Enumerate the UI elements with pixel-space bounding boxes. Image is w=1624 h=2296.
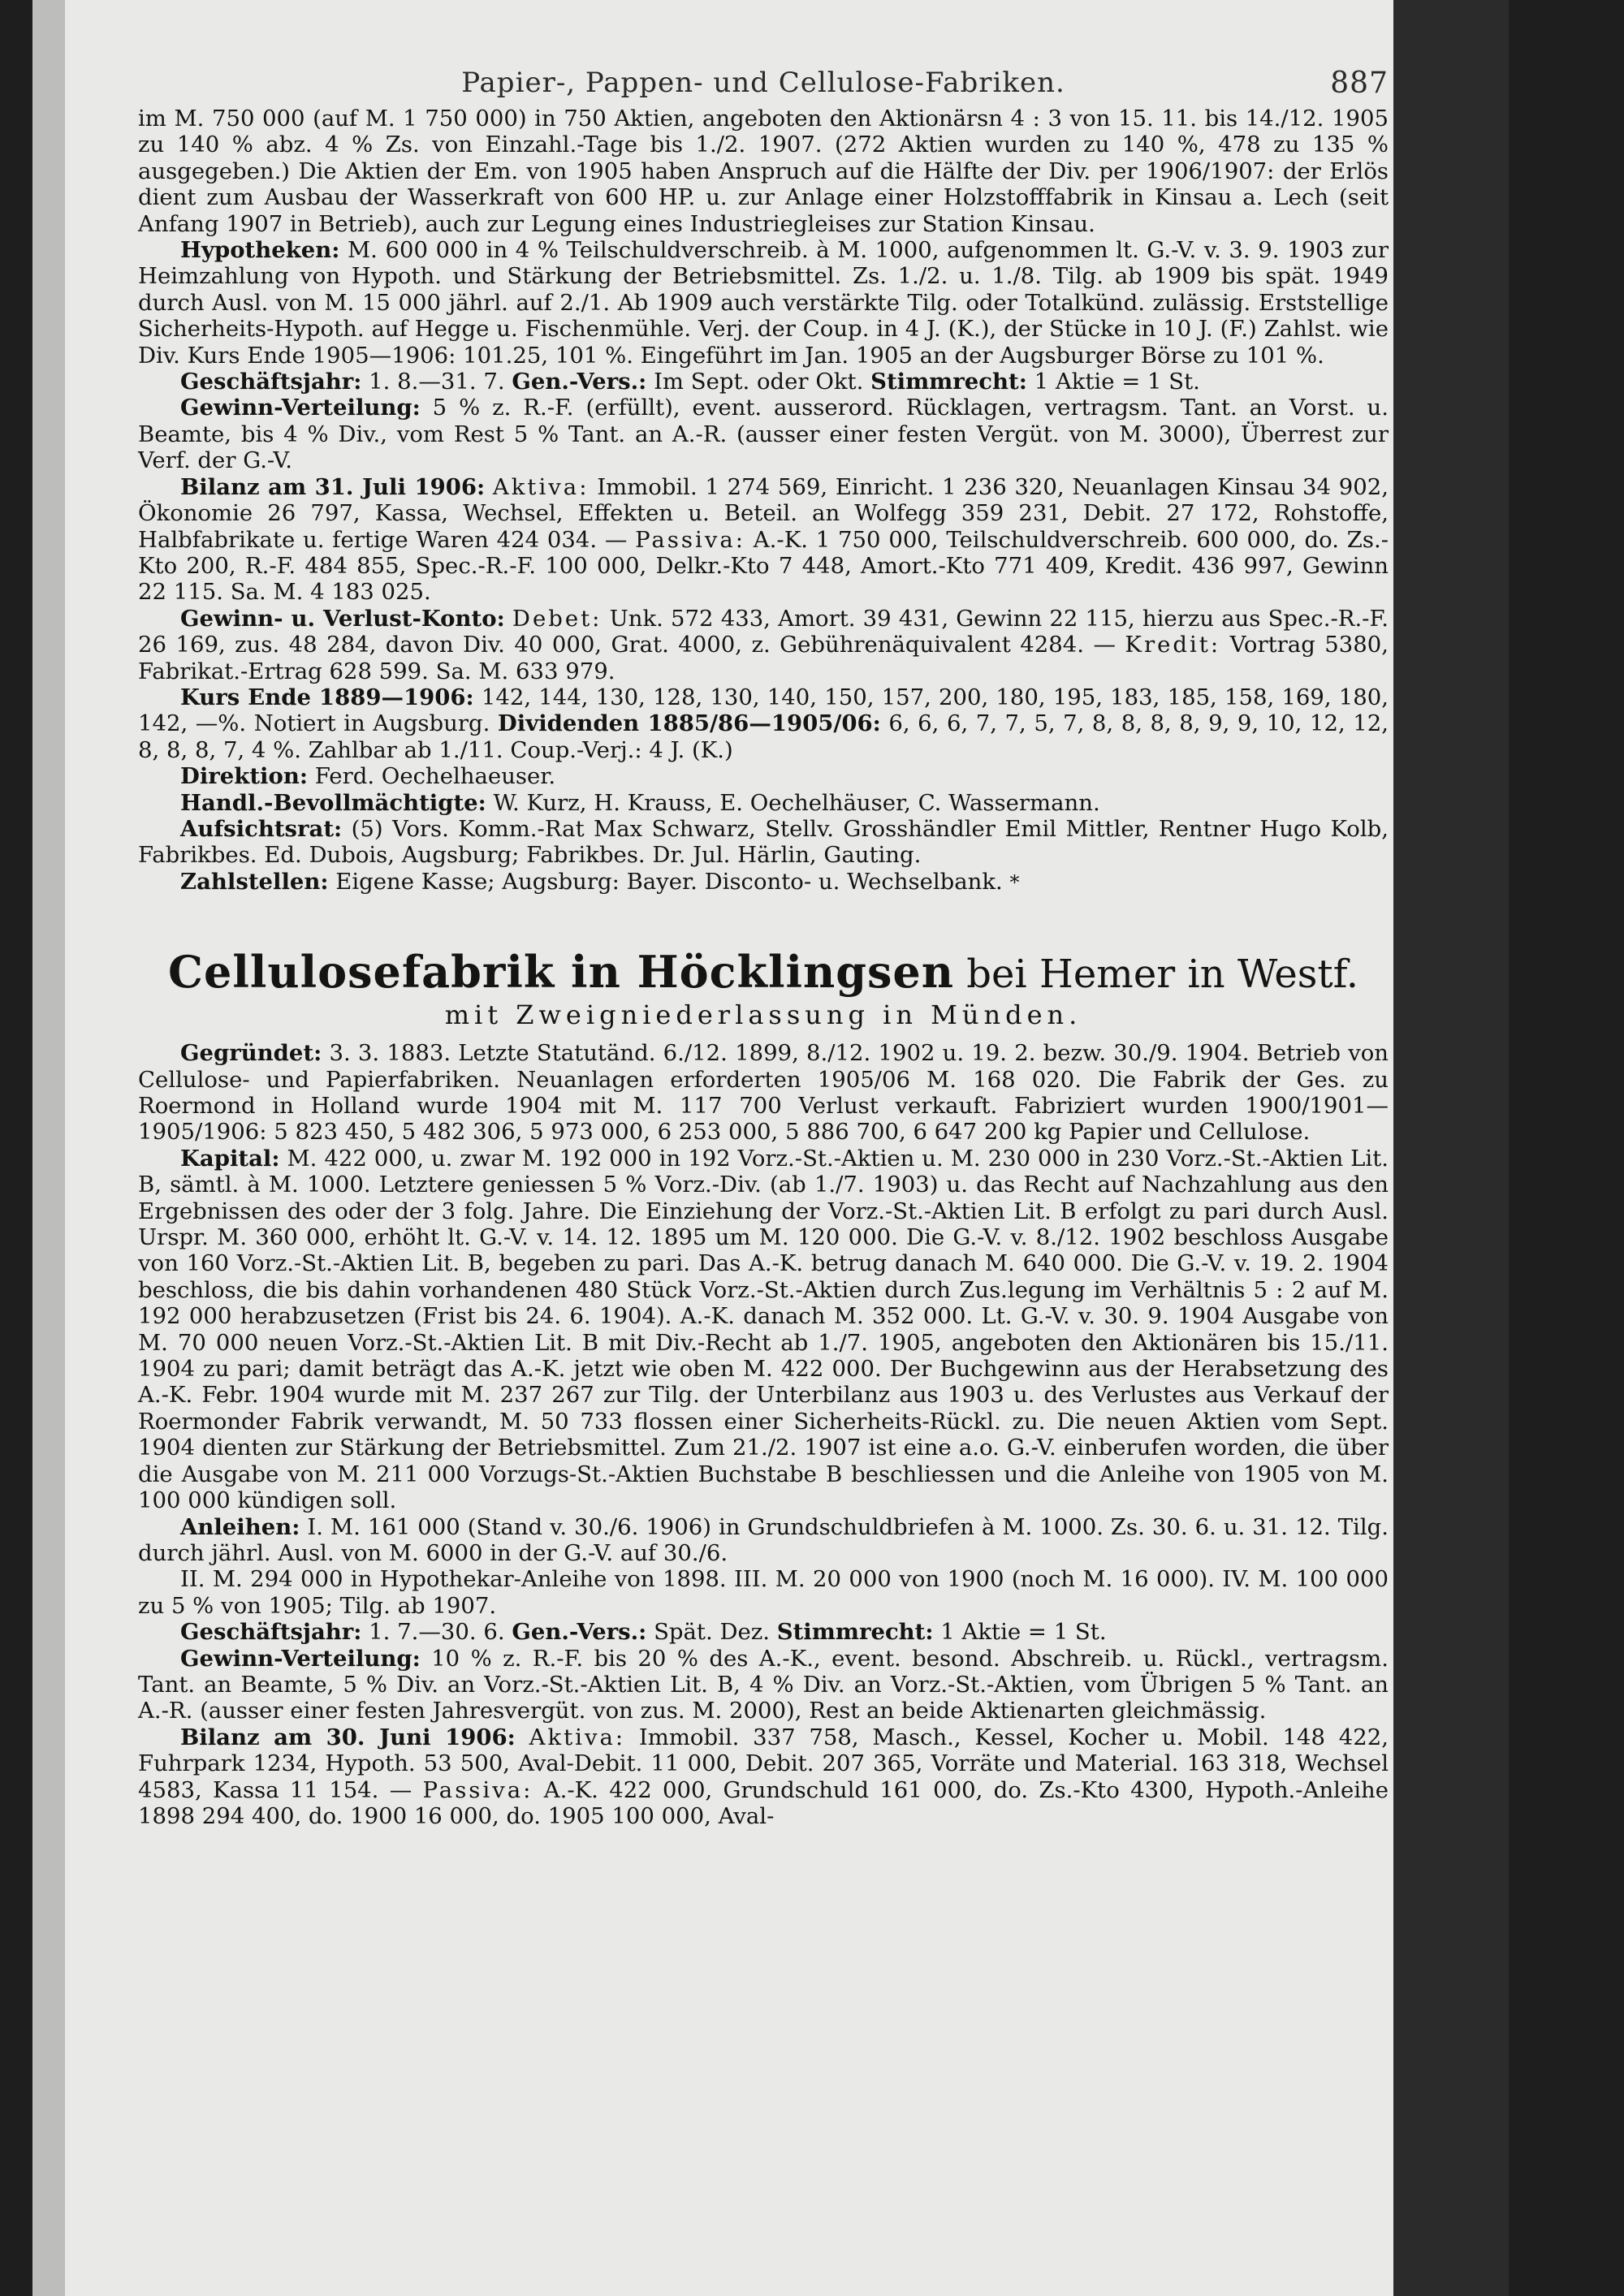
passiva-text: A.-K. 422 000, Grundschuld 161 000, do. Zs.-Kto 4300, Hypoth.-Anleihe 1898 294 400, do. 1900 16 000, do. 1905 100 000, Aval- bbox=[138, 1776, 1389, 1829]
capital-continuation: im M. 750 000 (auf M. 1 750 000) in 750 Aktien, angeboten den Aktionärsn 4 : 3 von 15. 11. bis 14./12. 1905 zu 140 % abz. 4 % Zs. von Einzahl.-Tage bis 1./2. 1907. (272 Aktien wurden zu 140 %, 478 zu 135 % ausgegeben.) Die Aktien der Em. von 1905 haben Anspruch auf die Hälfte der Div. per 1906/1907: der Erlös dient zum Ausbau der Wasserkraft von 600 HP. u. zur Anlage einer Holzstofffabrik in Kinsau a. Lech (seit Anfang 1907 in Betrieb), auch zur Legung eines Industriegleises zur Station Kinsau. bbox=[138, 106, 1389, 237]
running-head bbox=[138, 57, 1389, 106]
direktion-paragraph bbox=[138, 763, 1389, 789]
gewinn-verlust-label: Gewinn- u. Verlust-Konto: bbox=[180, 605, 505, 632]
debet-text: Unk. 572 433, Amort. 39 431, Gewinn 22 115, hierzu aus Spec.-R.-F. 26 169, zus. 48 284, davon Div. 40 000, Grat. 4000, z. Gebührenäquivalent 4284. — bbox=[138, 605, 1389, 658]
company-title-line bbox=[138, 946, 1389, 998]
page-edge-shadow bbox=[1393, 0, 1509, 2296]
zahlstellen-paragraph bbox=[138, 869, 1389, 896]
gewinn-verteilung-text: 10 % z. R.-F. bis 20 % des A.-K., event. besond. Abschreib. u. Rückl., vertragsm. Tant. an Beamte, 5 % Div. an Vorz.-St.-Aktien Lit. B, 4 % Div. an Vorz.-St.-Aktien, vom Übrigen 5 % Tant. an A.-R. (ausser einer festen Jahresvergüt. von zus. M. 2000), Rest an beide Aktienarten gleichmässig. bbox=[138, 1645, 1389, 1724]
page-gutter bbox=[32, 0, 65, 2296]
zahlstellen-text: Eigene Kasse; Augsburg: Bayer. Disconto- u. Wechselbank. bbox=[328, 868, 1003, 895]
kredit-word: Kredit: bbox=[1125, 632, 1221, 658]
kurs-text: 142, 144, 130, 128, 130, 140, 150, 157, 200, 180, 195, 183, 185, 158, 169, 180, 142, —%. Notiert in Augsburg. bbox=[138, 684, 1389, 737]
stimmrecht-label: Stimmrecht: bbox=[870, 369, 1027, 395]
company-entry-hoecklingsen bbox=[138, 1040, 1389, 1829]
zahlstellen-label: Zahlstellen: bbox=[180, 868, 329, 895]
handl-bevollmaechtigte-paragraph bbox=[138, 790, 1389, 816]
kredit-text: Vortrag 5380, Fabrikat.-Ertrag 628 599. Sa. M. 633 979. bbox=[138, 632, 1389, 684]
geschaeftsjahr-text: 1. 8.—31. 7. bbox=[361, 369, 512, 395]
gen-vers-label: Gen.-Vers.: bbox=[512, 369, 647, 395]
gen-vers-label: Gen.-Vers.: bbox=[512, 1619, 647, 1646]
anleihen-paragraph bbox=[138, 1514, 1389, 1567]
anleihen-label: Anleihen: bbox=[180, 1513, 300, 1540]
company-heading bbox=[138, 946, 1389, 1030]
hypotheken-label: Hypotheken: bbox=[180, 237, 340, 264]
company-name: Cellulosefabrik in Höcklingsen bbox=[167, 946, 955, 999]
dividenden-text: 6, 6, 6, 7, 7, 5, 7, 8, 8, 8, 8, 9, 9, 10, 12, 12, 8, 8, 8, 7, 4 %. Zahlbar ab 1./11. Coup.-Verj.: 4 J. (K.) bbox=[138, 710, 1389, 763]
handl-bevollmaechtigte-text: W. Kurz, H. Krauss, E. Oechelhäuser, C. Wassermann. bbox=[486, 789, 1100, 816]
hypotheken-text: M. 600 000 in 4 % Teilschuldverschreib. à M. 1000, aufgenommen lt. G.-V. v. 3. 9. 1903 zur Heimzahlung von Hypoth. und Stärkung der Betriebsmittel. Zs. 1./2. u. 1./8. Tilg. ab 1909 bis spät. 1949 durch Ausl. von M. 15 000 jährl. auf 2./1. Ab 1909 auch verstärkte Tilg. oder Totalkünd. zulässig. Erststellige Sicherheits-Hypoth. auf Hegge u. Fischenmühle. Verj. der Coup. in 4 J. (K.), der Stücke in 10 J. (F.) Zahlst. wie Div. Kurs Ende 1905—1906: 101.25, 101 %. Eingeführt im Jan. 1905 an der Augsburger Börse zu 101 %. bbox=[138, 237, 1389, 369]
gewinn-verteilung-text: 5 % z. R.-F. (erfüllt), event. ausserord. Rücklagen, vertragsm. Tant. an Vorst. u. Beamte, bis 4 % Div., vom Rest 5 % Tant. an A.-R. (ausser einer festen Vergüt. von M. 3000), Überrest zur Verf. der G.-V. bbox=[138, 395, 1389, 474]
anleihen-text: I. M. 161 000 (Stand v. 30./6. 1906) in Grundschuldbriefen à M. 1000. Zs. 30. 6. u. 31. 12. Tilg. durch jährl. Ausl. von M. 6000 in der G.-V. auf 30./6. bbox=[138, 1513, 1389, 1566]
kapital-paragraph bbox=[138, 1146, 1389, 1514]
bilanz-paragraph-2 bbox=[138, 1724, 1389, 1830]
gegruendet-label: Gegründet: bbox=[180, 1040, 322, 1067]
geschaeftsjahr-label: Geschäftsjahr: bbox=[180, 1619, 362, 1646]
handl-bevollmaechtigte-label: Handl.-Bevollmächtigte: bbox=[180, 789, 486, 816]
stimmrecht-label: Stimmrecht: bbox=[776, 1619, 934, 1646]
gewinn-verteilung-paragraph bbox=[138, 395, 1389, 473]
aktiva-text: Immobil. 337 758, Masch., Kessel, Kocher u. Mobil. 148 422, Fuhrpark 1234, Hypoth. 53 500, Aval-Debit. 11 000, Debit. 207 365, Vorräte und Material. 163 318, Wechsel 4583, Kassa 11 154. — bbox=[138, 1724, 1389, 1803]
hypotheken-paragraph bbox=[138, 237, 1389, 369]
passiva-text: A.-K. 1 750 000, Teilschuldverschreib. 600 000, do. Zs.-Kto 200, R.-F. 484 855, Spec.-R.-F. 100 000, Delkr.-Kto 7 448, Amort.-Kto 771 409, Kredit. 436 997, Gewinn 22 115. Sa. M. 4 183 025. bbox=[138, 526, 1389, 606]
kurs-label: Kurs Ende 1889—1906: bbox=[180, 684, 474, 710]
debet-word: Debet: bbox=[512, 605, 603, 632]
direktion-label: Direktion: bbox=[180, 763, 308, 790]
page-content bbox=[138, 57, 1389, 1829]
gen-vers-text: Spät. Dez. bbox=[646, 1619, 777, 1646]
gewinn-verteilung-label: Gewinn-Verteilung: bbox=[180, 395, 421, 421]
gen-vers-text: Im Sept. oder Okt. bbox=[646, 369, 871, 395]
bilanz-label: Bilanz am 31. Juli 1906: bbox=[180, 473, 486, 500]
geschaeftsjahr-paragraph bbox=[138, 369, 1389, 395]
gewinn-verteilung-label: Gewinn-Verteilung: bbox=[180, 1645, 421, 1672]
passiva-word: Passiva: bbox=[635, 526, 746, 553]
aktiva-text: Immobil. 1 274 569, Einricht. 1 236 320, Neuanlagen Kinsau 34 902, Ökonomie 26 797, Kassa, Wechsel, Effekten u. Beteil. an Wolfegg 359 231, Debit. 27 172, Rohstoffe, Halbfabrikate u. fertige Waren 424 034. — bbox=[138, 473, 1389, 553]
stimmrecht-text: 1 Aktie = 1 St. bbox=[933, 1619, 1107, 1646]
aktiva-word: Aktiva: bbox=[529, 1724, 626, 1750]
company-location: bei Hemer in Westf. bbox=[954, 952, 1359, 998]
gegruendet-paragraph bbox=[138, 1040, 1389, 1146]
page-number: 887 bbox=[1330, 67, 1389, 100]
bilanz-label: Bilanz am 30. Juni 1906: bbox=[180, 1724, 516, 1750]
passiva-word: Passiva: bbox=[422, 1776, 533, 1803]
company-entry-previous bbox=[138, 106, 1389, 896]
direktion-text: Ferd. Oechelhaeuser. bbox=[307, 763, 556, 790]
aktiva-word: Aktiva: bbox=[492, 473, 590, 500]
anleihen-paragraph-2: II. M. 294 000 in Hypothekar-Anleihe von 1898. III. M. 20 000 von 1900 (noch M. 16 000). IV. M. 100 000 zu 5 % von 1905; Tilg. ab 1907. bbox=[138, 1566, 1389, 1619]
gewinn-verlust-paragraph bbox=[138, 606, 1389, 684]
geschaeftsjahr-paragraph-2 bbox=[138, 1619, 1389, 1645]
geschaeftsjahr-text: 1. 7.—30. 6. bbox=[361, 1619, 512, 1646]
kurs-paragraph bbox=[138, 684, 1389, 763]
gegruendet-text: 3. 3. 1883. Letzte Statutänd. 6./12. 1899, 8./12. 1902 u. 19. 2. bezw. 30./9. 1904. Betrieb von Cellulose- und Papierfabriken. Neuanlagen erforderten 1905/06 M. 168 020. Die Fabrik der Ges. zu Roermond in Holland wurde 1904 mit M. 117 700 Verlust verkauft. Fabriziert wurden 1900/1901—1905/1906: 5 823 450, 5 482 306, 5 973 000, 6 253 000, 5 886 700, 6 647 200 kg Papier und Cellulose. bbox=[138, 1040, 1389, 1146]
gewinn-verteilung-paragraph-2 bbox=[138, 1646, 1389, 1724]
scanned-page bbox=[32, 0, 1509, 2296]
aufsichtsrat-text: (5) Vors. Komm.-Rat Max Schwarz, Stellv. Grosshändler Emil Mittler, Rentner Hugo Kolb, Fabrikbes. Ed. Dubois, Augsburg; Fabrikbes. Dr. Jul. Härlin, Gauting. bbox=[138, 815, 1389, 869]
company-subtitle: mit Zweigniederlassung in Münden. bbox=[444, 999, 1082, 1031]
stimmrecht-text: 1 Aktie = 1 St. bbox=[1026, 369, 1200, 395]
bilanz-paragraph bbox=[138, 474, 1389, 606]
aufsichtsrat-label: Aufsichtsrat: bbox=[180, 815, 343, 842]
dividenden-label: Dividenden 1885/86—1905/06: bbox=[497, 710, 881, 737]
geschaeftsjahr-label: Geschäftsjahr: bbox=[180, 369, 362, 395]
aufsichtsrat-paragraph bbox=[138, 816, 1389, 869]
kapital-label: Kapital: bbox=[180, 1145, 280, 1172]
kapital-text: M. 422 000, u. zwar M. 192 000 in 192 Vorz.-St.-Aktien u. M. 230 000 in 230 Vorz.-St.-Aktien Lit. B, sämtl. à M. 1000. Letztere geniessen 5 % Vorz.-Div. (ab 1./7. 1903) u. das Recht auf Nachzahlung aus den Ergebnissen des oder der 3 folg. Jahre. Die Einziehung der Vorz.-St.-Aktien Lit. B erfolgt zu pari durch Ausl. Urspr. M. 360 000, erhöht lt. G.-V. v. 14. 12. 1895 um M. 120 000. Die G.-V. v. 8./12. 1902 beschloss Ausgabe von 160 Vorz.-St.-Aktien Lit. B, begeben zu pari. Das A.-K. betrug danach M. 640 000. Die G.-V. v. 19. 2. 1904 beschloss, die bis dahin vorhandenen 480 Stück Vorz.-St.-Aktien durch Zus.legung im Verhältnis 5 : 2 auf M. 192 000 herabzusetzen (Frist bis 24. 6. 1904). A.-K. danach M. 352 000. Lt. G.-V. v. 30. 9. 1904 Ausgabe von M. 70 000 neuen Vorz.-St.-Aktien Lit. B mit Div.-Recht ab 1./7. 1905, angeboten den Aktionären bis 15./11. 1904 zu pari; damit beträgt das A.-K. jetzt wie oben M. 422 000. Der Buchgewinn aus der Herabsetzung des A.-K. Febr. 1904 wurde mit M. 237 267 zur Tilg. der Unterbilanz aus 1903 u. des Verlustes aus Verkauf der Roermonder Fabrik verwandt, M. 50 733 flossen einer Sicherheits-Rückl. zu. Die neuen Aktien vom Sept. 1904 dienten zur Stärkung der Betriebsmittel. Zum 21./2. 1907 ist eine a.o. G.-V. einberufen worden, die über die Ausgabe von M. 211 000 Vorzugs-St.-Aktien Buchstabe B beschliessen und die Anleihe von 1905 von M. 100 000 kündigen soll. bbox=[138, 1145, 1389, 1514]
footnote-star: * bbox=[1009, 870, 1020, 894]
running-head-title: Papier-, Pappen- und Cellulose-Fabriken. bbox=[461, 67, 1065, 99]
